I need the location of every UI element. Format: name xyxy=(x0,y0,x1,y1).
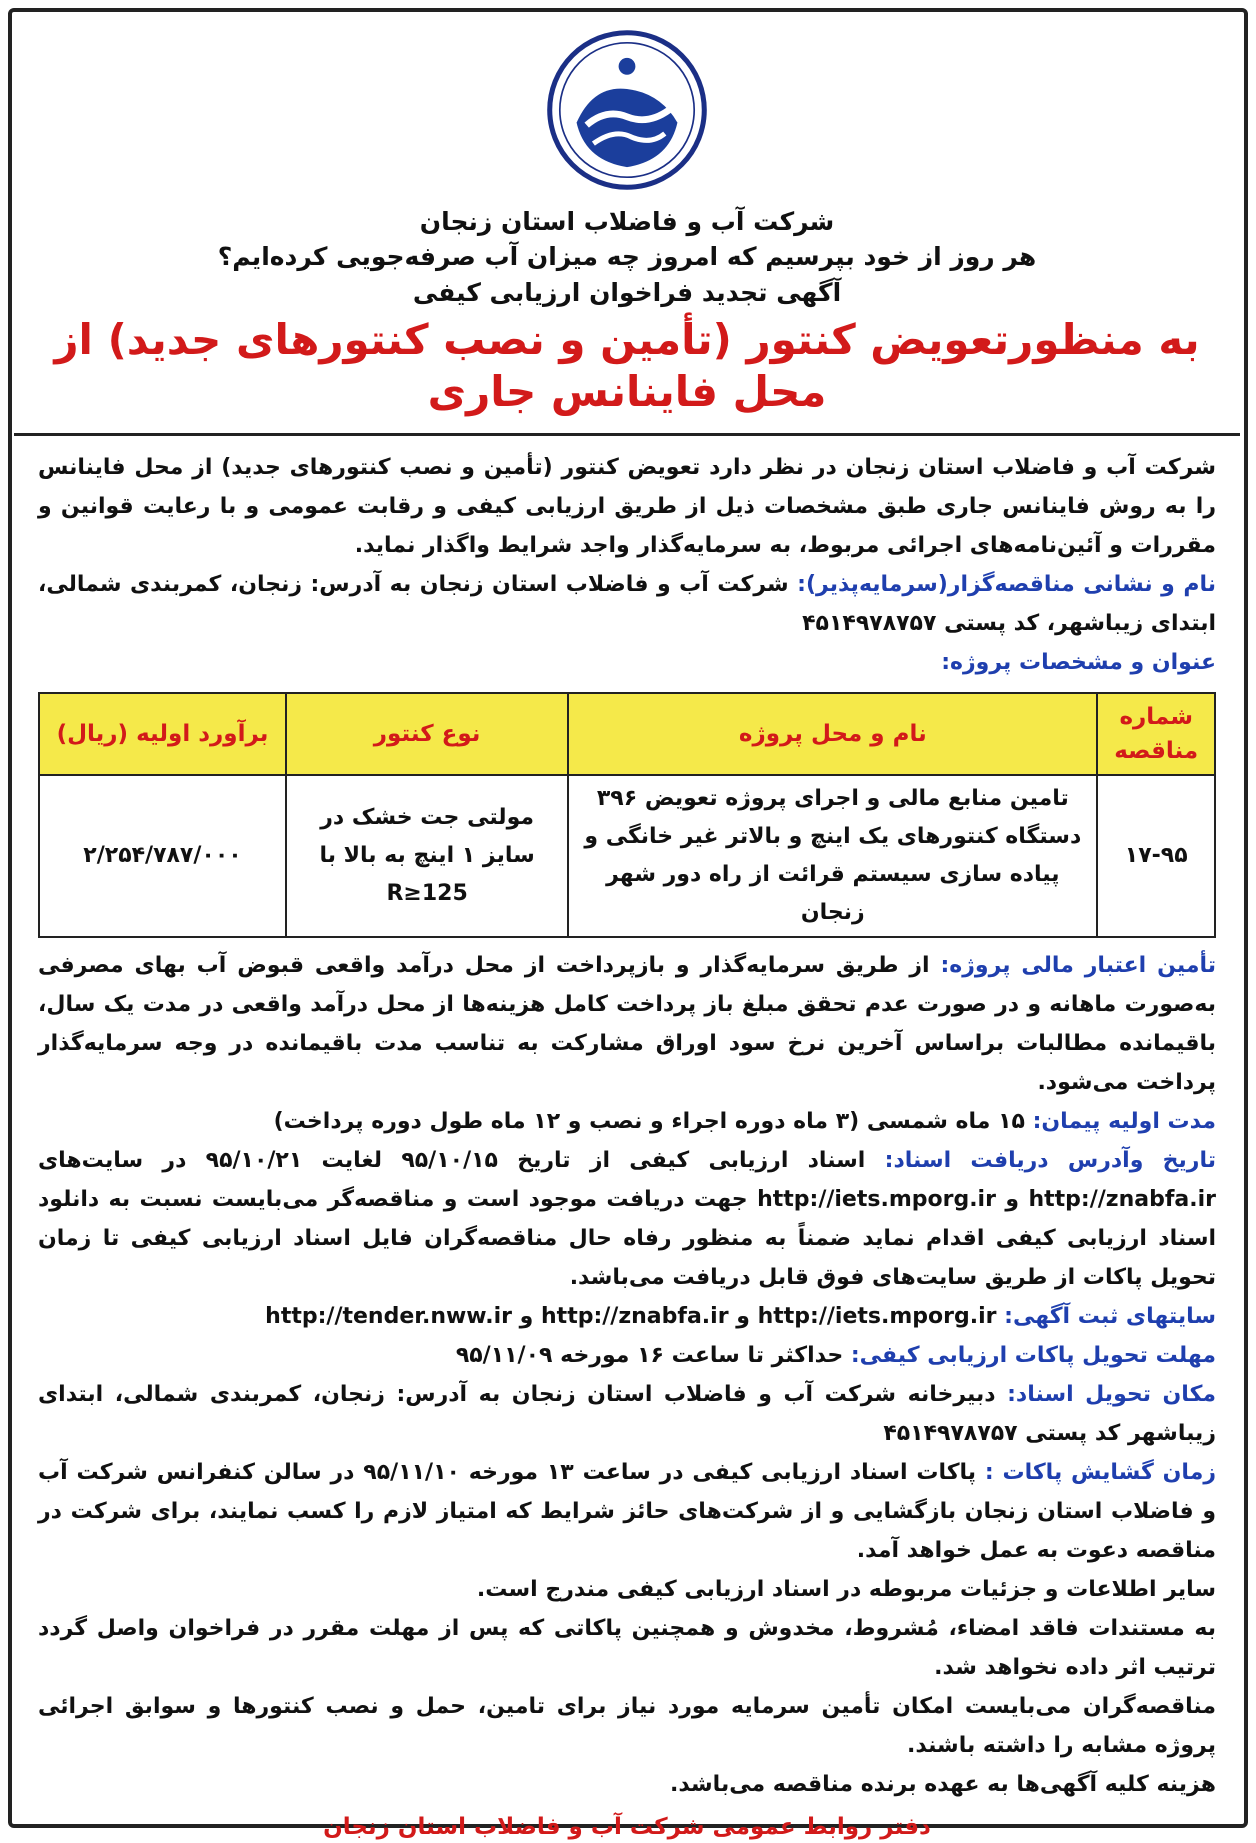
sites-link-znabfa[interactable]: http://znabfa.ir xyxy=(541,1303,729,1329)
finance-label: تأمین اعتبار مالی پروژه: xyxy=(940,952,1216,978)
cell-meter-type: مولتی جت خشک در سایز ۱ اینچ به بالا با R≥125 xyxy=(286,775,568,937)
company-name: شرکت آب و فاضلاب استان زنجان xyxy=(419,207,835,236)
finance-paragraph xyxy=(38,946,1216,1102)
divider xyxy=(14,433,1240,436)
organizer-paragraph xyxy=(38,565,1216,643)
water-drop-logo-icon xyxy=(543,26,711,194)
place-label: مکان تحویل اسناد: xyxy=(1007,1381,1216,1407)
table-header-row xyxy=(39,693,1215,775)
headline: به منظورتعویض کنتور (تأمین و نصب کنتورهای جدید) از محل فاینانس جاری xyxy=(54,314,1200,417)
place-paragraph xyxy=(38,1375,1216,1453)
sites-and-2: و xyxy=(519,1303,534,1329)
docs-link-iets[interactable]: http://iets.mporg.ir xyxy=(757,1186,996,1212)
project-table xyxy=(38,692,1216,938)
header-project: نام و محل پروژه xyxy=(568,693,1097,775)
deadline-label: مهلت تحویل پاکات ارزیابی کیفی: xyxy=(850,1342,1216,1368)
duration-label: مدت اولیه پیمان: xyxy=(1032,1108,1216,1134)
header-meter-type: نوع کنتور xyxy=(286,693,568,775)
finance-text: از طریق سرمایه‌گذار و بازپرداخت از محل درآمد واقعی قبوض آب بهای مصرفی به‌صورت ماهانه و در صورت عدم تحقق مبلغ باز پرداخت کامل هزینه‌ها از محل درآمد واقعی در مدت یک سال، باقیمانده مطالبات براساس آخرین نرخ سود اوراق مشارکت به تناسب مدت باقیمانده در وجه سرمایه‌گذار پرداخت می‌شود. xyxy=(38,952,1216,1095)
docs-label: تاریخ وآدرس دریافت اسناد: xyxy=(884,1147,1216,1173)
sites-link-tender[interactable]: http://tender.nww.ir xyxy=(265,1303,512,1329)
header-estimate: برآورد اولیه (ریال) xyxy=(39,693,286,775)
docs-paragraph xyxy=(38,1141,1216,1297)
docs-link-znabfa[interactable]: http://znabfa.ir xyxy=(1028,1186,1216,1212)
note-2: به مستندات فاقد امضاء، مُشروط، مخدوش و همچنین پاکاتی که پس از مهلت مقرر در فراخوان واصل گردد ترتیب اثر داده نخواهد شد. xyxy=(38,1615,1216,1680)
sites-link-iets[interactable]: http://iets.mporg.ir xyxy=(757,1303,997,1329)
opening-label: زمان گشایش پاکات : xyxy=(984,1459,1216,1485)
project-title-paragraph xyxy=(38,643,1216,682)
docs-and: و xyxy=(1005,1186,1020,1212)
docs-text-1: اسناد ارزیابی کیفی از تاریخ ۹۵/۱۰/۱۵ لغایت ۹۵/۱۰/۲۱ در سایت‌های xyxy=(38,1147,866,1173)
footer-signature: دفتر روابط عمومی شرکت آب و فاضلاب استان زنجان xyxy=(323,1813,931,1840)
note-1: سایر اطلاعات و جزئیات مربوطه در اسناد ارزیابی کیفی مندرج است. xyxy=(476,1576,1216,1602)
notice-type: آگهی تجدید فراخوان ارزیابی کیفی xyxy=(412,277,842,307)
intro-paragraph: شرکت آب و فاضلاب استان زنجان در نظر دارد تعویض کنتور (تأمین و نصب کنتورهای جدید) از محل فاینانس را به روش فاینانس جاری طبق مشخصات ذیل از طریق ارزیابی کیفی و رقابت عمومی و با رعایت قوانین و مقررات و آئین‌نامه‌های اجرائی مربوط، به سرمایه‌گذار واجد شرایط واگذار نماید. xyxy=(38,454,1216,558)
deadline-text: حداکثر تا ساعت ۱۶ مورخه ۹۵/۱۱/۰۹ xyxy=(455,1342,844,1368)
table-row xyxy=(39,775,1215,937)
header-number: شماره مناقصه xyxy=(1097,693,1215,775)
docs-text-2: جهت دریافت موجود است و مناقصه‌گر می‌بایست نسبت به دانلود اسناد ارزیابی کیفی اقدام نماید ضمناً به منظور رفاه حال مناقصه‌گران فایل اسناد ارزیابی کیفی تا زمان تحویل پاکات از طریق سایت‌های فوق قابل دریافت می‌باشد. xyxy=(38,1186,1216,1290)
cell-project: تامین منابع مالی و اجرای پروژه تعویض ۳۹۶ دستگاه کنتورهای یک اینچ و بالاتر غیر خانگی و پیاده سازی سیستم قرائت از راه دور شهر زنجان xyxy=(568,775,1097,937)
logo xyxy=(38,26,1216,196)
sites-label: سایتهای ثبت آگهی: xyxy=(1004,1303,1216,1329)
duration-paragraph xyxy=(38,1102,1216,1141)
advertisement-page xyxy=(8,8,1248,1840)
organizer-text: شرکت آب و فاضلاب استان زنجان به آدرس: زنجان، کمربندی شمالی، ابتدای زیباشهر، کد پستی ۴۵۱۴۹۷۸۷۵۷ xyxy=(38,571,1216,636)
duration-text: ۱۵ ماه شمسی (۳ ماه دوره اجراء و نصب و ۱۲ ماه طول دوره پرداخت) xyxy=(273,1108,1025,1134)
sites-paragraph xyxy=(38,1297,1216,1336)
note-4: هزینه کلیه آگهی‌ها به عهده برنده مناقصه می‌باشد. xyxy=(669,1771,1216,1797)
cell-estimate: ۲/۲۵۴/۷۸۷/۰۰۰ xyxy=(39,775,286,937)
place-text: دبیرخانه شرکت آب و فاضلاب استان زنجان به آدرس: زنجان، کمربندی شمالی، ابتدای زیباشهر کد پستی ۴۵۱۴۹۷۸۷۵۷ xyxy=(38,1381,1216,1446)
deadline-paragraph xyxy=(38,1336,1216,1375)
opening-paragraph xyxy=(38,1453,1216,1570)
sites-and-1: و xyxy=(736,1303,750,1329)
slogan: هر روز از خود بپرسیم که امروز چه میزان آب صرفه‌جویی کرده‌ایم؟ xyxy=(217,242,1037,272)
project-title-label: عنوان و مشخصات پروژه: xyxy=(941,649,1216,675)
cell-number: ۱۷-۹۵ xyxy=(1097,775,1215,937)
organizer-label: نام و نشانی مناقصه‌گزار(سرمایه‌پذیر): xyxy=(797,571,1216,597)
note-3: مناقصه‌گران می‌بایست امکان تأمین سرمایه مورد نیاز برای تامین، حمل و نصب کنتورها و سوابق اجرائی پروژه مشابه را داشته باشند. xyxy=(38,1693,1216,1758)
opening-text: پاکات اسناد ارزیابی کیفی در ساعت ۱۳ مورخه ۹۵/۱۱/۱۰ در سالن کنفرانس شرکت آب و فاضلاب استان زنجان بازگشایی و از شرکت‌های حائز شرایط که امتیاز لازم را کسب نمایند، برای شرکت در مناقصه دعوت به عمل خواهد آمد. xyxy=(38,1459,1216,1563)
